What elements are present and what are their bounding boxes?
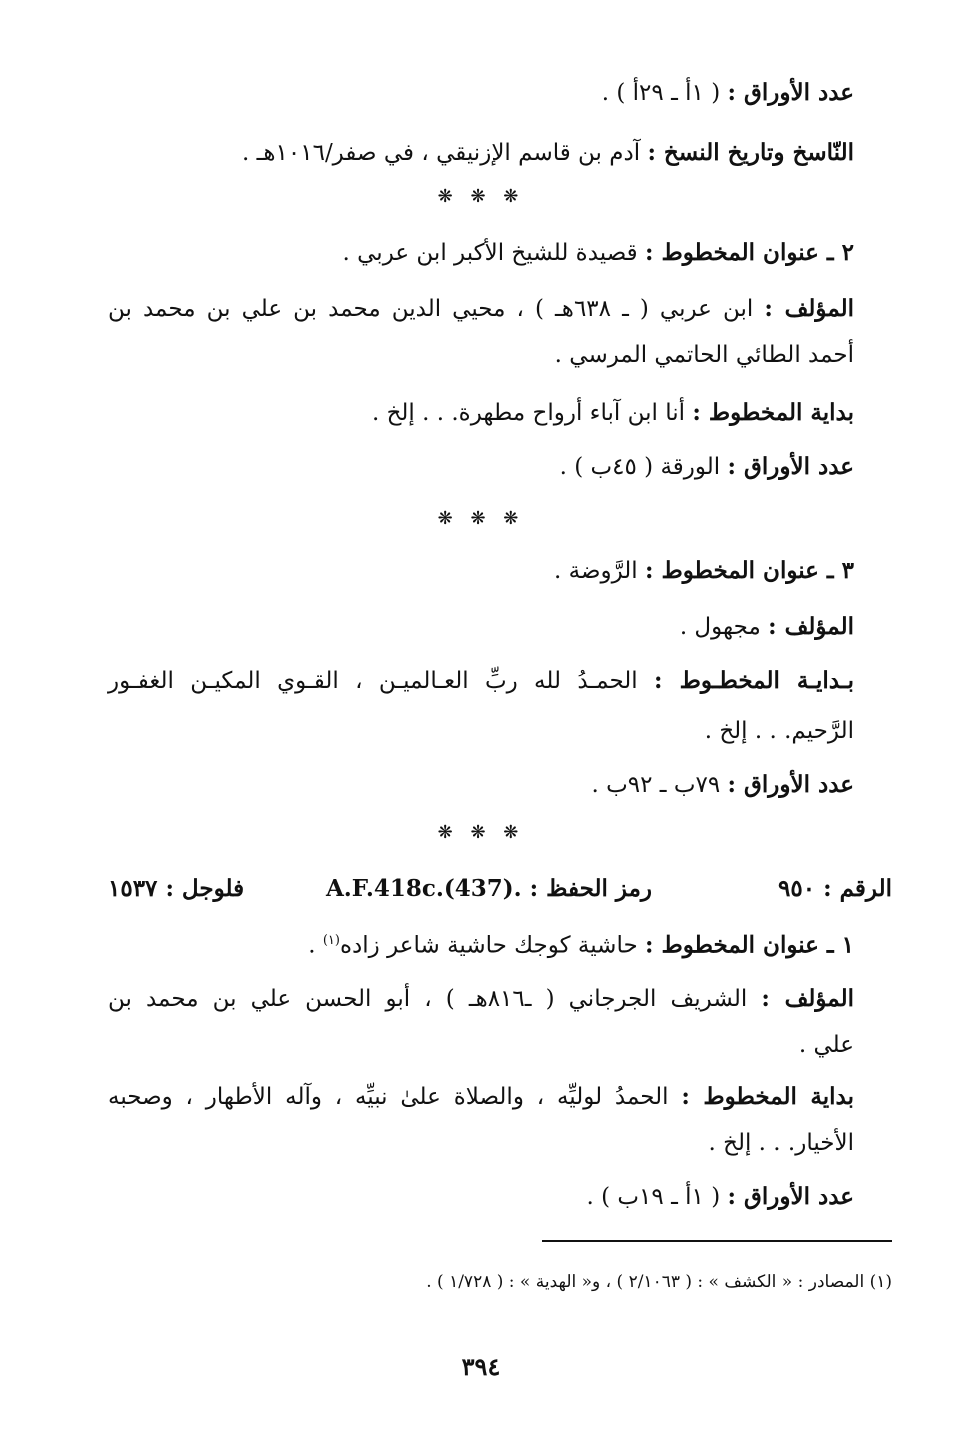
leaves-count-line: عدد الأوراق : ( ١أ ـ ١٩ب ) . bbox=[586, 1183, 854, 1210]
manuscript-title-line: ١ ـ عنوان المخطوط : حاشية كوجك حاشية شاعر زاده$^{(١)}$ . bbox=[308, 931, 854, 959]
incipit-line: بداية المخطوط : الحمدُ لوليِّه ، والصلاة علىٰ نبيِّه ، وآله الأطهار ، وصحبه bbox=[108, 1083, 854, 1110]
section-divider: ❋ ❋ ❋ bbox=[437, 186, 525, 207]
leaves-count-line: عدد الأوراق : ٧٩ب ـ ٩٢ب . bbox=[591, 771, 854, 798]
author-line-cont: أحمد الطائي الحاتمي المرسي . bbox=[554, 342, 854, 368]
manuscript-title-line: ٢ ـ عنوان المخطوط : قصيدة للشيخ الأكبر ابن عربي . bbox=[342, 239, 854, 266]
record-number: الرقم : ٩٥٠ bbox=[778, 875, 892, 902]
section-divider: ❋ ❋ ❋ bbox=[437, 508, 525, 529]
leaves-count-line: عدد الأوراق : ( ١أ ـ ٢٩أ ) . bbox=[601, 79, 854, 106]
shelf-mark: رمز الحفظ : A.F.418c.(437). bbox=[325, 875, 652, 902]
author-line: المؤلف : مجهول . bbox=[679, 613, 854, 640]
footnote: (١) المصادر : « الكشف » : ( ٢/١٠٦٣ ) ، و« الهدية » : ( ١/٧٢٨ ) . bbox=[426, 1272, 892, 1292]
section-divider: ❋ ❋ ❋ bbox=[437, 822, 525, 843]
copyist-line: النّاسخ وتاريخ النسخ : آدم بن قاسم الإزنيقي ، في صفر/١٠١٦هـ . bbox=[242, 139, 854, 166]
footnote-ref: (١) bbox=[322, 933, 340, 948]
author-line-cont: علي . bbox=[798, 1032, 854, 1058]
incipit-line-cont: الأخيار. . . إلخ . bbox=[708, 1130, 854, 1156]
author-line: المؤلف : ابن عربي ( ـ ٦٣٨هـ ) ، محيي الدين محمد بن علي بن محمد بن bbox=[108, 295, 855, 322]
incipit-line: بداية المخطوط : أنا ابن آباء أرواح مطهرة. . . إلخ . bbox=[371, 399, 854, 426]
manuscript-title-line: ٣ ـ عنوان المخطوط : الرَّوضة . bbox=[553, 557, 854, 584]
author-line: المؤلف : الشريف الجرجاني ( ـ٨١٦هـ ) ، أبو الحسن علي بن محمد بن bbox=[108, 985, 855, 1012]
footnote-rule bbox=[542, 1240, 892, 1242]
fluegel-number: فلوجل : ١٥٣٧ bbox=[108, 875, 245, 902]
incipit-line-cont: الرَّحيم. . . إلخ . bbox=[704, 718, 854, 744]
incipit-line: بـدايـة المخطـوط : الحمـدُ لله ربِّ العـالميـن ، القـوي المكيـن الغفـور bbox=[108, 667, 854, 694]
leaves-count-line: عدد الأوراق : الورقة ( ٤٥ب ) . bbox=[559, 453, 854, 480]
page-number: ٣٩٤ bbox=[461, 1352, 501, 1381]
